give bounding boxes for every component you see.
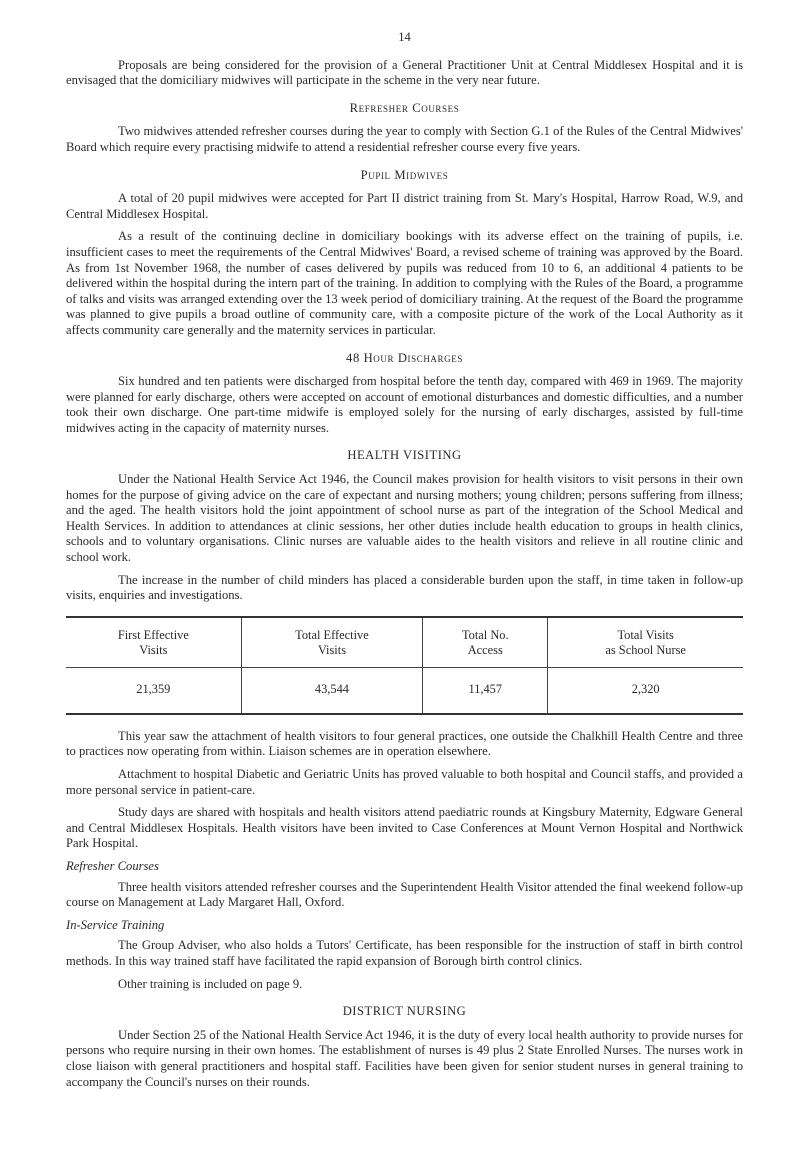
health-visiting-paragraph-3: This year saw the attachment of health visitors to four general practices, one outside the Chalkhill Health Centre and three to practices now operating from within. Liaison schemes are in operation elsewhere.: [66, 728, 743, 759]
hv-refresher-courses-paragraph: Three health visitors attended refresher courses and the Superintendent Health Visitor attended the final weekend follow-up course on Management at Lady Margaret Hall, Oxford.: [66, 879, 743, 910]
health-visiting-paragraph-5: Study days are shared with hospitals and health visitors attend paediatric rounds at Kingsbury Maternity, Edgware General and Central Middlesex Hospitals. Health visitors have been invited to Case Conferences at Mount Vernon Hospital and Northwick Park Hospital.: [66, 805, 743, 851]
health-visiting-section: [66, 448, 743, 992]
district-nursing-paragraph: Under Section 25 of the National Health Service Act 1946, it is the duty of every local health authority to provide nurses for persons who require nursing in their own homes. The establishment of nurses is 49 plus 2 State Enrolled Nurses. The nurses work in close liaison with general practitioners and hospital staff. Facilities have been given for senior student nurses in general training to accompany the Council's nurses on their rounds.: [66, 1027, 743, 1089]
health-visiting-paragraph-2: The increase in the number of child minders has placed a considerable burden upon the staff, in time taken in follow-up visits, enquiries and investigations.: [66, 572, 743, 603]
table-header-cell: Total No. Access: [423, 617, 548, 668]
district-nursing-section: [66, 1004, 743, 1090]
in-service-training-paragraph-1: The Group Adviser, who also holds a Tutors' Certificate, has been responsible for the instruction of staff in birth control methods. In this way trained staff have facilitated the rapid expansion of Borough birth control clinics.: [66, 938, 743, 968]
health-visiting-heading: HEALTH VISITING: [347, 448, 462, 463]
pupil-midwives-paragraph-1: A total of 20 pupil midwives were accepted for Part II district training from St. Mary's Hospital, Harrow Road, W.9, and Central Middlesex Hospital.: [66, 191, 743, 221]
table-header-row: [66, 617, 743, 668]
table-cell: 2,320: [548, 667, 743, 714]
page-number: 14: [398, 30, 411, 44]
refresher-courses-paragraph: Two midwives attended refresher courses during the year to comply with Section G.1 of the Rules of the Central Midwives' Board which require every practising midwife to attend a residential refresher course every five years.: [66, 124, 743, 154]
pupil-midwives-section: [66, 168, 743, 339]
table-cell: 43,544: [241, 667, 423, 714]
district-nursing-heading: DISTRICT NURSING: [342, 1004, 467, 1019]
in-service-training-heading: In-Service Training: [66, 917, 165, 932]
health-visiting-paragraph-1: Under the National Health Service Act 1946, the Council makes provision for health visitors to visit persons in their own homes for the purpose of giving advice on the care of expectant and nursing mothers; young children; persons suffering from illness; and the aged. The health visitors hold the joint appointment of school nurse as part of the integration of the School Medical and Health Services. In addition to attendances at clinic sessions, her other duties include health education to groups in health clinics, schools and to voluntary organisations. Clinic nurses are valuable aides to the health visitors and relieve in all routine clinic and school work.: [66, 472, 743, 565]
intro-paragraph: Proposals are being considered for the provision of a General Practitioner Unit at Central Middlesex Hospital and it is envisaged that the domiciliary midwives will participate in the scheme in the very near future.: [66, 57, 743, 88]
pupil-midwives-heading: Pupil Midwives: [360, 167, 449, 182]
refresher-courses-section: [66, 101, 743, 156]
table-header-cell: Total Visits as School Nurse: [548, 617, 743, 668]
health-visiting-table: [66, 616, 743, 715]
table-header-cell: Total Effective Visits: [241, 617, 423, 668]
table-row: [66, 667, 743, 714]
hour-discharges-heading: 48 Hour Discharges: [346, 350, 463, 365]
in-service-training-paragraph-2: Other training is included on page 9.: [118, 976, 303, 991]
health-visiting-paragraph-4: Attachment to hospital Diabetic and Geriatric Units has proved valuable to both hospital and Council staffs, and provided a more personal service in patient-care.: [66, 767, 743, 797]
hour-discharges-paragraph: Six hundred and ten patients were discharged from hospital before the tenth day, compared with 469 in 1969. The majority were planned for early discharge, others were accepted on account of emotional disturbances and domestic difficulties, and a number took their own discharge. One part-time midwife is employed solely for the nursing of early discharges, assisted by full-time midwives acting in the capacity of maternity nurses.: [66, 374, 743, 435]
hour-discharges-section: [66, 351, 743, 437]
table-header-cell: First Effective Visits: [66, 617, 241, 668]
table-cell: 11,457: [423, 667, 548, 714]
table-cell: 21,359: [136, 681, 171, 696]
refresher-courses-heading: Refresher Courses: [349, 100, 460, 115]
pupil-midwives-paragraph-2: As a result of the continuing decline in domiciliary bookings with its adverse effect on the training of pupils, i.e. insufficient cases to meet the requirements of the Central Midwives' Board, a revised scheme of training was approved by the Board. As from 1st November 1968, the number of cases delivered by pupils was reduced from 10 to 6, an additional 4 patients to be delivered within the hospital during the intern part of the training. In addition to complying with the Rules of the Board, a programme of talks and visits was arranged extending over the 13 week period of domiciliary training. At the request of the Board the programme was planned to give pupils a broad outline of community care, with a composite picture of the work of the Local Authority as it affects community care generally and the maternity services in particular.: [66, 229, 743, 337]
hv-refresher-courses-heading: Refresher Courses: [66, 858, 159, 873]
